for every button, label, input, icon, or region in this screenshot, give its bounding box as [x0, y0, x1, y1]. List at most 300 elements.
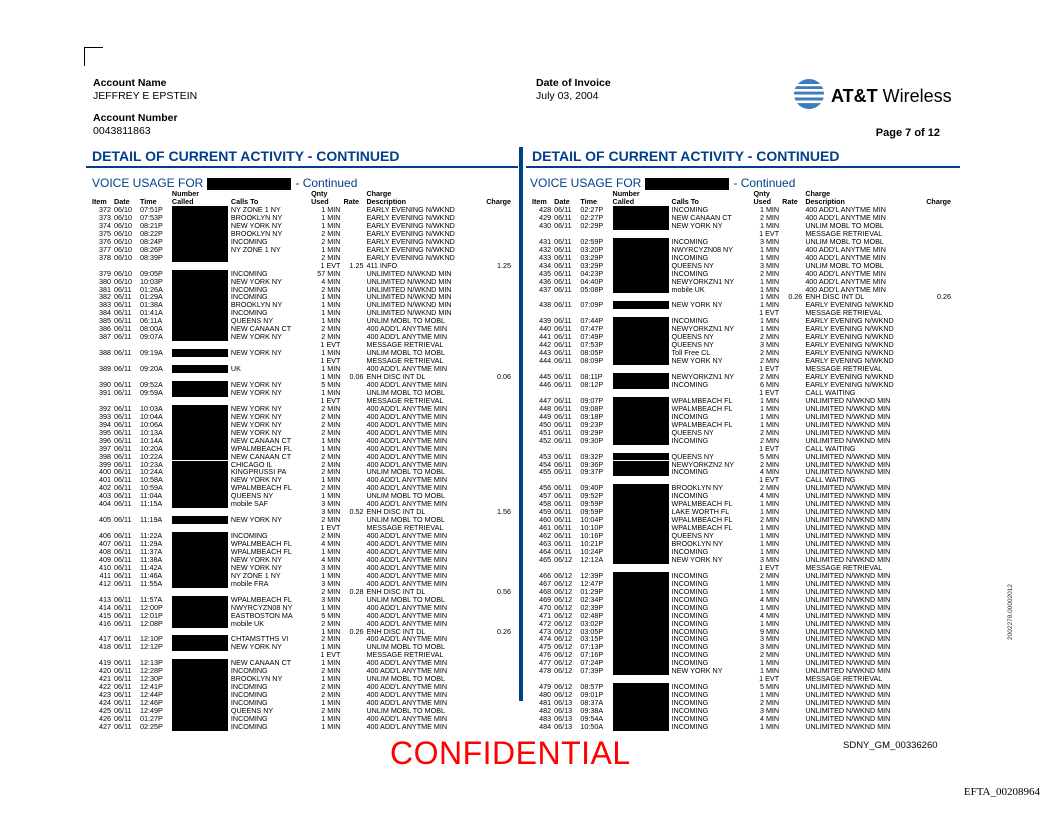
charge-description: UNLIMITED N/WKND MIN: [805, 411, 891, 421]
calls-to: INCOMING: [671, 379, 709, 389]
calls-to: QUEENS NY: [671, 451, 714, 461]
call-date: 06/11: [114, 690, 132, 700]
call-date: 06/12: [554, 594, 573, 604]
table-row: [532, 437, 954, 445]
number-called: [172, 548, 231, 556]
quantity-used: 1 MIN: [759, 205, 780, 214]
redaction-bar: [613, 524, 669, 532]
calls-to: NEWYORKZN2 NY: [671, 459, 735, 469]
charge: [480, 651, 514, 659]
item-number: 438: [539, 300, 552, 310]
rate: [343, 707, 366, 715]
rate: [782, 270, 805, 278]
charge: [480, 468, 514, 476]
col-number-called: Number Called: [171, 189, 200, 206]
charge: [919, 468, 954, 476]
charge-description: UNLIMITED N/WKND MIN: [805, 459, 891, 469]
call-date: 06/11: [114, 459, 132, 469]
number-called: [172, 532, 231, 540]
item-number: 466: [539, 570, 552, 580]
call-time: 07:53P: [139, 212, 163, 222]
number-called: [172, 564, 231, 572]
call-time: 07:49P: [580, 332, 604, 342]
quantity-used: 4 MIN: [321, 554, 341, 564]
redaction-bar: [172, 333, 228, 341]
charge-description: EARLY EVENING N/WKND: [366, 212, 455, 222]
number-called: [172, 397, 231, 405]
redaction-bar: [172, 635, 228, 643]
number-called: [613, 222, 672, 230]
item-number: 470: [539, 602, 552, 612]
charge-description: 400 ADD'L ANYTME MIN: [366, 610, 448, 620]
quantity-used: 1 MIN: [321, 300, 341, 310]
quantity-used: 5 MIN: [321, 379, 341, 389]
quantity-used: 2 MIN: [321, 618, 341, 628]
charge: [480, 572, 514, 580]
charge-description: UNLIM MOBL TO MOBL: [366, 642, 445, 652]
rate: [343, 516, 366, 524]
quantity-used: 2 MIN: [321, 236, 341, 246]
charge: [480, 675, 514, 683]
quantity-used: 3 MIN: [759, 634, 780, 644]
charge-description: UNLIMITED N/WKND MIN: [805, 682, 891, 692]
quantity-used: 1 MIN: [759, 395, 780, 405]
call-date: 06/11: [554, 435, 572, 445]
item-number: 416: [99, 618, 111, 628]
charge: [480, 643, 514, 651]
calls-to: QUEENS NY: [671, 260, 714, 270]
charge: [919, 445, 954, 453]
redaction-bar: [172, 604, 228, 612]
number-called: [172, 421, 231, 429]
call-date: 06/11: [114, 332, 132, 342]
call-time: 09:32P: [580, 451, 604, 461]
calls-to: QUEENS NY: [230, 491, 274, 501]
calls-to: NEW YORK NY: [230, 403, 282, 413]
redaction-bar: [613, 381, 669, 389]
rate: [782, 659, 805, 667]
item-number: 426: [99, 714, 111, 723]
rate: [782, 492, 805, 500]
rate: [782, 405, 805, 413]
rate: [343, 206, 366, 214]
calls-to: INCOMING: [230, 268, 268, 278]
calls-to: INCOMING: [671, 610, 709, 620]
redaction-bar: [613, 341, 669, 349]
redaction-bar: [172, 723, 228, 731]
charge-description: EARLY EVENING N/WKND: [366, 228, 455, 238]
col-qnty: Qnty Used: [753, 189, 772, 206]
item-number: 420: [99, 666, 111, 676]
redaction-bar: [613, 421, 669, 429]
redaction-bar: [172, 222, 228, 230]
charge-description: UNLIMITED N/WKND MIN: [805, 539, 891, 549]
charge-description: UNLIMITED N/WKND MIN: [805, 594, 891, 604]
call-date: 06/12: [554, 610, 573, 620]
charge: [919, 723, 954, 731]
charge: [480, 413, 514, 421]
rate: [343, 421, 366, 429]
call-time: 07:16P: [580, 650, 604, 660]
charge: [919, 715, 954, 723]
charge: [919, 381, 954, 389]
quantity-used: 1 MIN: [321, 316, 341, 326]
item-number: 394: [99, 419, 111, 429]
call-time: 02:27P: [580, 212, 604, 222]
number-called: [613, 620, 672, 628]
call-date: 06/12: [554, 626, 573, 636]
charge-description: UNLIMITED N/WKND MIN: [805, 714, 891, 723]
charge-description: UNLIMITED N/WKND MIN: [366, 300, 452, 310]
charge-description: UNLIMITED N/WKND MIN: [805, 658, 891, 668]
calls-to: NEW CANAAN CT: [230, 658, 292, 668]
rate: [343, 532, 366, 540]
call-time: 10:13A: [139, 427, 163, 437]
quantity-used: 1 EVT: [759, 387, 780, 397]
item-number: 440: [539, 324, 552, 334]
quantity-used: 4 MIN: [759, 491, 780, 501]
charge: [919, 564, 954, 572]
redaction-bar: [613, 254, 669, 262]
number-called: [613, 413, 672, 421]
charge-description: EARLY EVENING N/WKND: [366, 220, 455, 230]
charge-description: UNLIMITED N/WKND MIN: [805, 634, 891, 644]
redaction-bar: [172, 699, 228, 707]
charge-description: UNLIMITED N/WKND MIN: [805, 419, 891, 429]
call-date: 06/11: [554, 244, 572, 254]
quantity-used: 1 MIN: [759, 721, 780, 731]
table-row: [532, 286, 954, 294]
rate: [782, 325, 805, 333]
item-number: 373: [99, 212, 111, 222]
call-date: 06/11: [114, 531, 132, 541]
charge: [919, 628, 954, 636]
redaction-bar: [172, 301, 228, 309]
call-date: 06/11: [114, 698, 132, 708]
charge-description: MESSAGE RETRIEVAL: [366, 340, 444, 350]
call-date: 06/12: [554, 666, 573, 676]
account-name-label: Account Name: [93, 77, 167, 89]
call-time: 10:50A: [580, 721, 604, 731]
calls-to: NEW YORK NY: [230, 515, 282, 525]
rate: [343, 238, 366, 246]
call-date: 06/11: [554, 395, 572, 405]
calls-to: NY ZONE 1 NY: [230, 570, 281, 580]
quantity-used: 3 MIN: [759, 642, 780, 652]
item-number: 404: [99, 499, 111, 509]
rate: [343, 468, 366, 476]
item-number: 383: [99, 300, 111, 310]
redaction-bar: [613, 667, 669, 675]
charge: [919, 691, 954, 699]
quantity-used: 4 MIN: [759, 467, 780, 477]
number-called: [172, 476, 231, 484]
item-number: 375: [99, 228, 111, 238]
number-called: [613, 301, 672, 309]
call-time: 09:59P: [580, 507, 604, 517]
quantity-used: 6 MIN: [759, 379, 780, 389]
redaction-bar: [172, 643, 228, 651]
number-called: [613, 397, 672, 405]
charge-description: 400 ADD'L ANYTME MIN: [366, 332, 448, 342]
number-called: [172, 270, 231, 278]
quantity-used: 1 MIN: [321, 674, 341, 684]
redaction-bar: [613, 572, 669, 580]
item-number: 448: [539, 403, 552, 413]
number-called: [613, 437, 672, 445]
charge: [480, 389, 514, 397]
item-number: 385: [99, 316, 111, 326]
number-called: [613, 286, 672, 294]
charge: [480, 246, 514, 254]
calls-to: UK: [230, 364, 241, 374]
calls-to: INCOMING: [671, 714, 709, 723]
item-number: 387: [99, 332, 111, 342]
item-number: 437: [539, 284, 552, 294]
quantity-used: 1 MIN: [321, 387, 341, 397]
quantity-used: 1 MIN: [759, 690, 780, 700]
call-time: 07:44P: [580, 316, 604, 326]
item-number: 406: [99, 531, 111, 541]
charge-description: 400 ADD'L ANYTME MIN: [366, 419, 448, 429]
charge-description: UNLIM MOBL TO MOBL: [366, 491, 445, 501]
number-called: [613, 659, 672, 667]
number-called: [172, 604, 231, 612]
charge: [919, 309, 954, 317]
charge-description: 400 ADD'L ANYTME MIN: [805, 205, 886, 214]
charge: 0.26: [937, 292, 951, 302]
item-number: 484: [539, 721, 552, 731]
call-time: 10:24A: [139, 467, 163, 477]
item-number: 441: [539, 332, 552, 342]
calls-to: CHTAMSTTHS VI: [230, 634, 289, 644]
rate: [782, 278, 805, 286]
number-called: [613, 421, 672, 429]
rate: [782, 341, 805, 349]
call-time: 09:08P: [580, 403, 604, 413]
quantity-used: 2 MIN: [759, 372, 780, 382]
call-date: 06/11: [554, 411, 572, 421]
col-time: Time: [580, 197, 598, 206]
call-date: 06/11: [114, 666, 132, 676]
item-number: 435: [539, 268, 552, 278]
call-time: 12:13P: [139, 658, 163, 668]
item-number: 442: [539, 340, 552, 350]
number-called: [613, 691, 672, 699]
call-date: 06/11: [114, 324, 132, 334]
call-time: 12:12A: [580, 554, 604, 564]
redaction-bar: [172, 286, 228, 294]
charge: [919, 532, 954, 540]
call-date: 06/11: [114, 308, 132, 318]
calls-to: INCOMING: [671, 594, 709, 604]
redaction-bar: [172, 564, 228, 572]
charge: [480, 691, 514, 699]
rate: 0.28: [349, 586, 364, 596]
item-number: 408: [99, 546, 111, 556]
call-time: 11:57A: [139, 594, 163, 604]
redaction-bar: [172, 461, 228, 469]
charge: [919, 667, 954, 675]
redaction-bar: [172, 413, 228, 421]
calls-to: mobile UK: [230, 618, 265, 628]
quantity-used: 2 MIN: [759, 570, 780, 580]
calls-to: INCOMING: [671, 570, 709, 580]
charge-description: UNLIM MOBL TO MOBL: [366, 594, 445, 604]
charge-description: UNLIMITED N/WKND MIN: [805, 483, 891, 493]
redaction-bar: [613, 270, 669, 278]
item-number: 378: [99, 252, 111, 262]
call-date: 06/12: [554, 554, 573, 564]
redaction-bar: [613, 715, 669, 723]
col-calls-to: Calls To: [671, 197, 699, 206]
charge: [480, 222, 514, 230]
redaction-bar: [172, 230, 228, 238]
number-called: [172, 699, 231, 707]
calls-to: NEW YORK NY: [230, 562, 282, 572]
rate: [343, 540, 366, 548]
item-number: 427: [99, 721, 111, 731]
quantity-used: 5 MIN: [759, 682, 780, 692]
charge: [919, 365, 954, 373]
charge-description: EARLY EVENING N/WKND: [805, 340, 894, 350]
number-called: [172, 230, 231, 238]
charge-description: 400 ADD'L ANYTME MIN: [366, 682, 448, 692]
charge-description: ENH DISC INT DL: [366, 586, 426, 596]
table-row: [532, 556, 954, 564]
number-called: [172, 405, 231, 413]
item-number: 389: [99, 364, 111, 374]
att-globe-icon: [793, 78, 825, 115]
quantity-used: 2 MIN: [759, 332, 780, 342]
calls-to: INCOMING: [671, 205, 709, 214]
call-date: 06/11: [554, 467, 572, 477]
number-called: [172, 675, 231, 683]
calls-to: QUEENS NY: [671, 531, 714, 541]
charge: [480, 516, 514, 524]
col-charge: Charge: [486, 197, 511, 206]
number-called: [172, 468, 231, 476]
call-time: 09:59A: [139, 387, 163, 397]
redaction-bar: [613, 453, 669, 461]
charge-description: 400 ADD'L ANYTME MIN: [366, 411, 448, 421]
call-detail-table-right: [532, 190, 954, 731]
number-called: [613, 309, 672, 317]
number-called: [613, 723, 672, 731]
call-date: 06/11: [114, 539, 132, 549]
calls-to: QUEENS NY: [230, 706, 274, 716]
redaction-bar: [613, 333, 669, 341]
calls-to: BROOKLYN NY: [230, 300, 283, 310]
calls-to: NEW YORK NY: [230, 220, 282, 230]
rate: [343, 349, 366, 357]
rate: [343, 643, 366, 651]
calls-to: NEW YORK NY: [230, 276, 282, 286]
redaction-bar: [613, 628, 669, 636]
charge-description: MESSAGE RETRIEVAL: [805, 308, 883, 318]
charge-description: 411 INFO: [366, 260, 398, 270]
charge: [919, 278, 954, 286]
calls-to: NEWYORKZN1 NY: [671, 324, 735, 334]
call-date: 06/11: [114, 682, 132, 692]
rate: [343, 604, 366, 612]
col-charge-description: Charge Description: [366, 189, 406, 206]
number-called: [172, 667, 231, 675]
charge-description: UNLIMITED N/WKND MIN: [366, 308, 452, 318]
quantity-used: 3 MIN: [759, 340, 780, 350]
call-date: 06/10: [114, 252, 132, 262]
rate: [343, 564, 366, 572]
call-time: 12:08P: [139, 618, 163, 628]
call-time: 01:29P: [580, 586, 604, 596]
charge-description: EARLY EVENING N/WKND: [366, 236, 455, 246]
rate: [782, 564, 805, 572]
call-date: 06/11: [554, 324, 572, 334]
item-number: 457: [539, 491, 552, 501]
charge: [919, 238, 954, 246]
rate: [343, 612, 366, 620]
charge-description: ENH DISC INT DL: [366, 626, 426, 636]
item-number: 382: [99, 292, 111, 302]
quantity-used: 2 MIN: [321, 228, 341, 238]
call-date: 06/11: [114, 364, 132, 374]
redaction-bar: [172, 548, 228, 556]
rate: [343, 596, 366, 604]
item-number: 395: [99, 427, 111, 437]
call-date: 06/11: [554, 379, 572, 389]
rate: [782, 301, 805, 309]
section-rule-left: [86, 166, 518, 168]
charge: [919, 413, 954, 421]
charge: [480, 397, 514, 405]
call-date: 06/10: [114, 220, 132, 230]
charge-description: 400 ADD'L ANYTME MIN: [366, 427, 448, 437]
number-called: [172, 238, 231, 246]
quantity-used: 1 MIN: [759, 403, 780, 413]
call-time: 08:11P: [580, 372, 603, 382]
quantity-used: 1 MIN: [321, 642, 341, 652]
crop-mark: [84, 47, 103, 66]
charge: [480, 596, 514, 604]
redaction-bar: [613, 707, 669, 715]
redaction-bar: [172, 453, 228, 461]
item-number: 379: [99, 268, 111, 278]
calls-to: mobile UK: [671, 284, 705, 294]
call-time: 10:20A: [139, 443, 163, 453]
call-date: 06/11: [554, 419, 572, 429]
charge: [480, 278, 514, 286]
call-date: 06/11: [554, 356, 572, 366]
redaction-bar: [172, 572, 228, 580]
calls-to: INCOMING: [230, 531, 268, 541]
col-qnty: Qnty Used: [311, 189, 329, 206]
rate: [782, 349, 805, 357]
calls-to: INCOMING: [671, 698, 709, 708]
call-time: 11:22A: [139, 531, 163, 541]
quantity-used: 2 MIN: [759, 483, 780, 493]
redaction-bar: [172, 349, 228, 357]
charge-description: UNLIM MOBL TO MOBL: [366, 706, 445, 716]
charge: [480, 532, 514, 540]
call-time: 11:04A: [139, 491, 163, 501]
calls-to: INCOMING: [671, 578, 709, 588]
table-row: [92, 333, 514, 341]
rate: [343, 413, 366, 421]
charge-description: EARLY EVENING N/WKND: [805, 316, 894, 326]
rate: [343, 635, 366, 643]
item-number: 396: [99, 435, 111, 445]
calls-to: NEW YORK NY: [230, 554, 282, 564]
